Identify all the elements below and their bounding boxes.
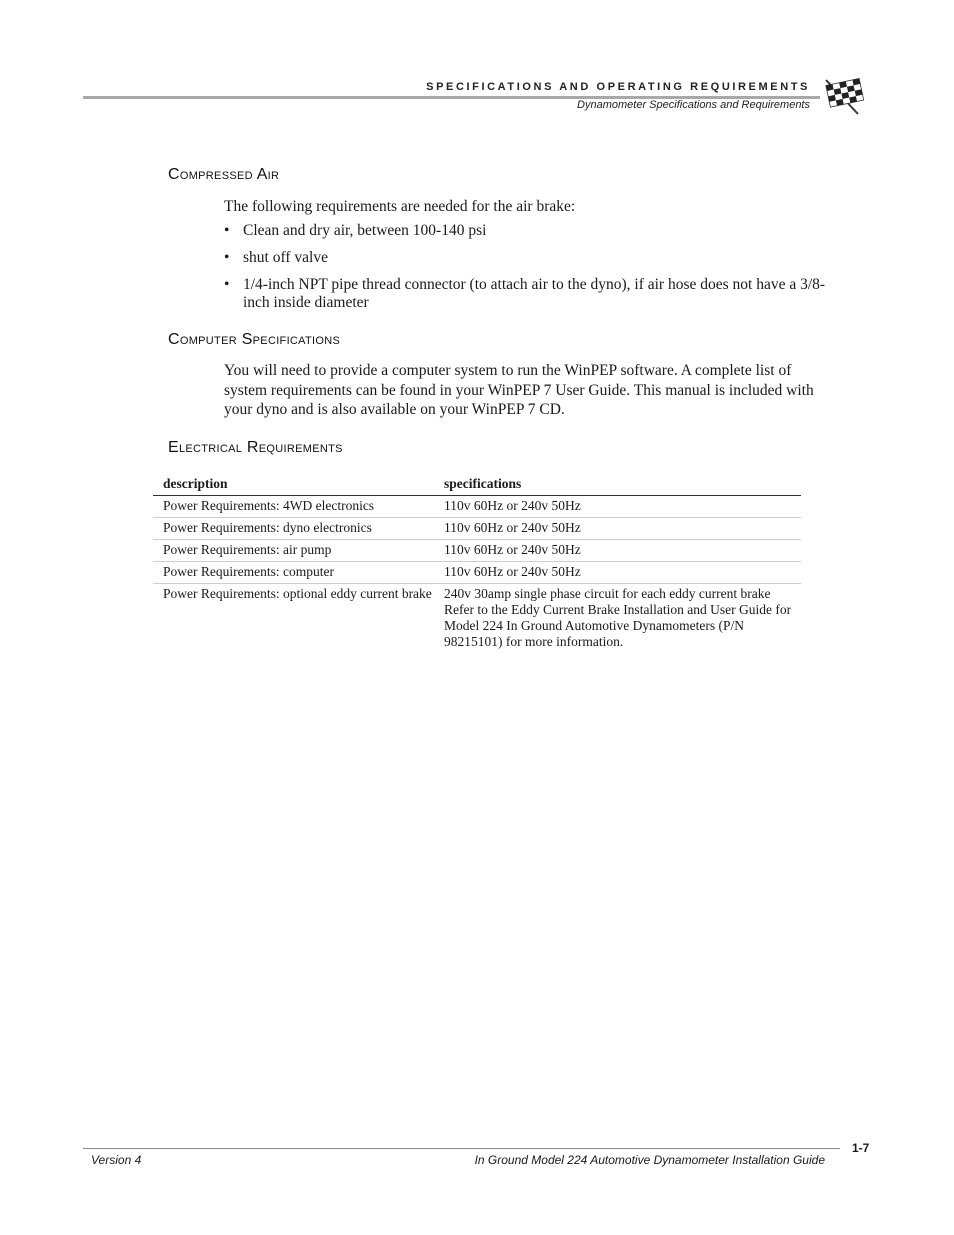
- table-row: [153, 518, 801, 540]
- section-heading-electrical-requirements: Electrical Requirements: [168, 439, 343, 456]
- column-header-specifications: specifications: [434, 474, 801, 496]
- list-item-text: 1/4-inch NPT pipe thread connector (to attach air to the dyno), if air hose does not have a 3/8-inch inside diameter: [243, 276, 826, 311]
- table-row: [153, 540, 801, 562]
- bullet-icon: •: [224, 276, 230, 293]
- running-header-title: SPECIFICATIONS AND OPERATING REQUIREMENTS: [426, 81, 810, 93]
- running-header-subtitle: Dynamometer Specifications and Requirements: [577, 99, 810, 111]
- list-item-text: Clean and dry air, between 100-140 psi: [243, 222, 487, 239]
- table-cell-description: Power Requirements: 4WD electronics: [153, 496, 434, 518]
- checkered-flag-icon: [822, 76, 866, 116]
- table-cell-description: Power Requirements: optional eddy current brake: [163, 586, 432, 601]
- list-item-text: shut off valve: [243, 249, 328, 266]
- air-intro-text: The following requirements are needed for the air brake:: [224, 198, 576, 215]
- column-header-description: description: [153, 474, 434, 496]
- table-row: [153, 584, 801, 654]
- electrical-requirements-table: [153, 474, 801, 653]
- page-number: 1-7: [852, 1141, 870, 1155]
- footer-version: Version 4: [91, 1153, 142, 1167]
- bullet-icon: •: [224, 222, 230, 239]
- table-header-row: [153, 474, 801, 496]
- footer-rule: [83, 1148, 840, 1149]
- table-cell-description: Power Requirements: computer: [153, 562, 434, 584]
- section-heading-compressed-air: Compressed Air: [168, 166, 280, 183]
- list-item: [224, 249, 835, 267]
- footer-guide-title: In Ground Model 224 Automotive Dynamometer Installation Guide: [474, 1153, 825, 1167]
- table-cell-description: Power Requirements: air pump: [153, 540, 434, 562]
- table-cell-description: Power Requirements: dyno electronics: [153, 518, 434, 540]
- table-cell-spec: 110v 60Hz or 240v 50Hz: [434, 540, 801, 562]
- table-cell-spec: 110v 60Hz or 240v 50Hz: [434, 496, 801, 518]
- table-cell-spec: [434, 584, 801, 654]
- section-heading-computer-specifications: Computer Specifications: [168, 331, 341, 348]
- list-item: [224, 276, 835, 312]
- table-row: [153, 562, 801, 584]
- computer-specs-paragraph: You will need to provide a computer system to run the WinPEP software. A complete list of system requirements can be found in your WinPEP 7 User Guide. This manual is included with your dyno and is also available on your WinPEP 7 CD.: [224, 362, 814, 418]
- table-cell-spec: 110v 60Hz or 240v 50Hz: [434, 562, 801, 584]
- list-item: [224, 222, 835, 240]
- bullet-icon: •: [224, 249, 230, 266]
- table-cell-spec-note: Refer to the Eddy Current Brake Installation and User Guide for Model 224 In Ground Automotive Dynamometers (P/N 98215101) for more information.: [444, 602, 792, 649]
- table-row: [153, 496, 801, 518]
- table-cell-spec-main: 240v 30amp single phase circuit for each eddy current brake: [444, 586, 771, 601]
- table-cell-spec: 110v 60Hz or 240v 50Hz: [434, 518, 801, 540]
